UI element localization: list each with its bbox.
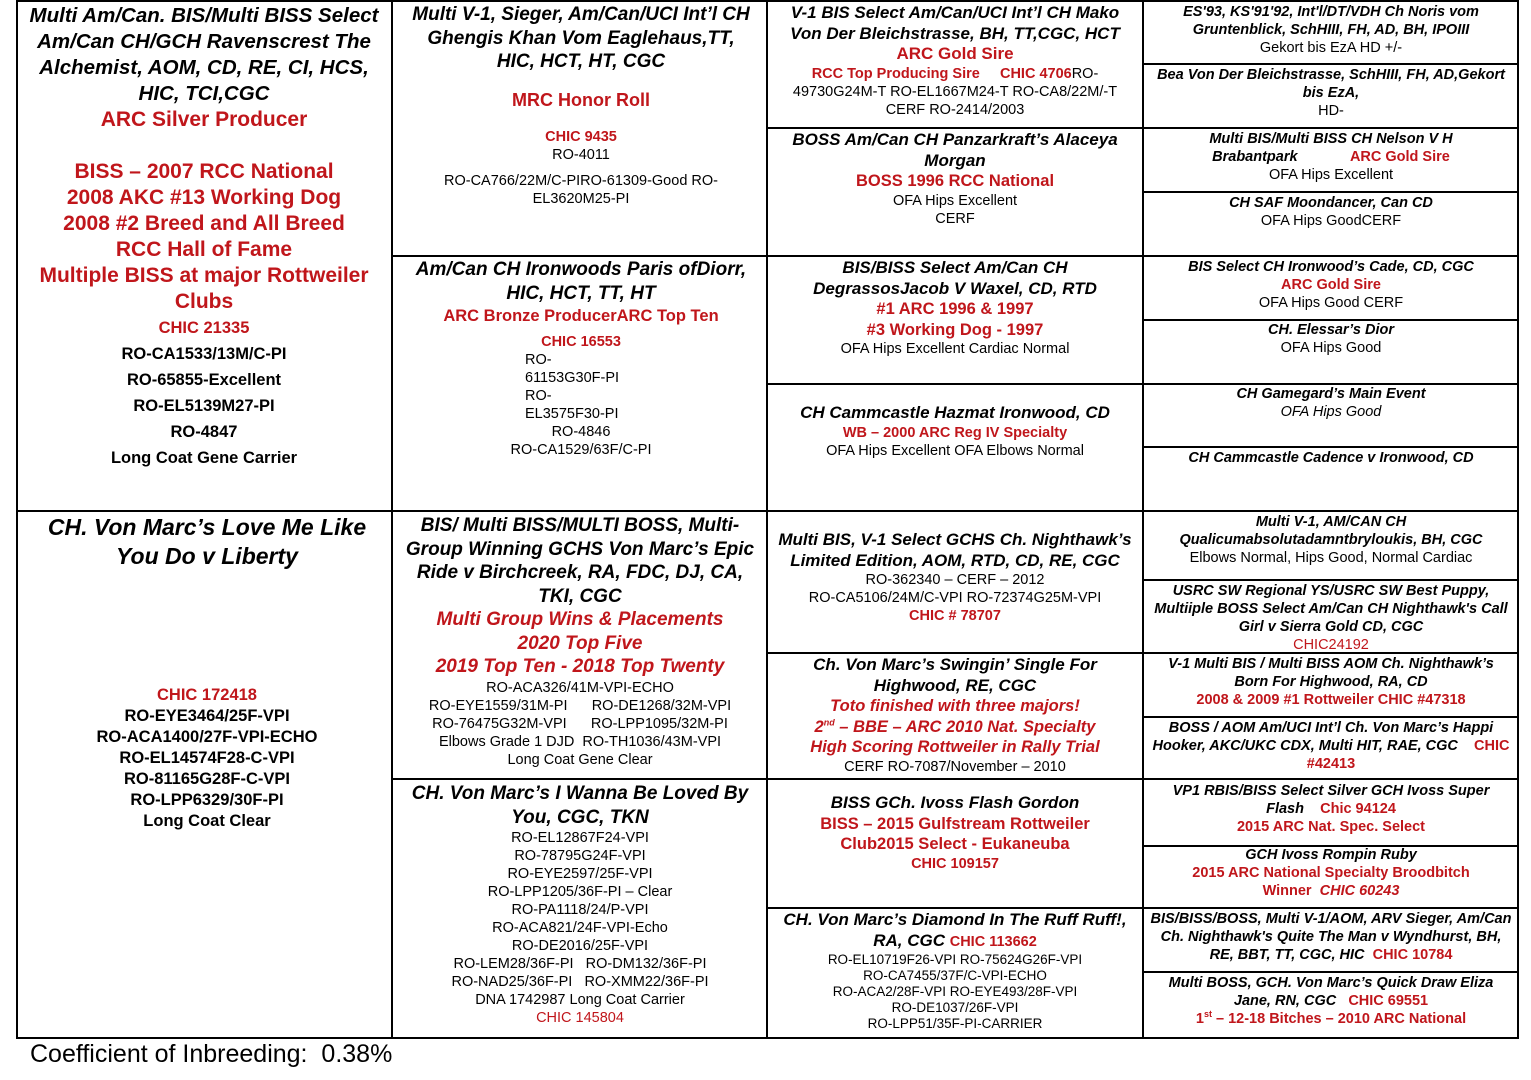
sire-sire-cell xyxy=(412,3,750,253)
dam-sire-health-3b: RO-LPP1095/32M-PI xyxy=(590,715,728,732)
dam-sire-name: BIS/ Multi BISS/MULTI BOSS, Multi-Group Winning GCHS Von Marc’s Epic Ride v Birchcreek, RA, FDC, DJ, CA, TKI, CGC xyxy=(405,515,755,607)
ddd-health-4: RO-DE1037/26F-VPI xyxy=(891,1000,1019,1015)
dam-dam-health-5: RO-PA1118/24/P-VPI xyxy=(511,902,649,918)
ddd-name: CH. Von Marc’s Diamond In The Ruff Ruff!, RA, CGC xyxy=(783,910,1127,950)
ddd-name-row xyxy=(774,910,1136,952)
dds-cell xyxy=(774,793,1136,905)
dam-health-6: Long Coat Clear xyxy=(143,812,271,830)
g4-a-health: Gekort bis EzA HD +/- xyxy=(1259,40,1403,56)
dam-dam-cell xyxy=(398,782,762,1035)
dam-health-2: RO-ACA1400/27F-VPI-ECHO xyxy=(96,728,318,746)
g4-p-chic: CHIC 69551 xyxy=(1348,993,1429,1009)
g4-g-name: CH Gamegard’s Main Event xyxy=(1236,386,1426,402)
dam-sire-health-row-2 xyxy=(398,697,762,715)
ssd-health-1: OFA Hips Excellent xyxy=(892,192,1018,209)
g4-g-cell xyxy=(1150,385,1512,445)
sire-title-hall-of-fame: RCC Hall of Fame xyxy=(115,238,293,261)
dam-sire-health-2a: RO-EYE1559/31M-PI xyxy=(428,697,568,714)
sire-sire-health-2: RO-CA766/22M/C-PIRO-61309-Good RO-EL3620M25-PI xyxy=(444,172,718,207)
dam-dam-health-9b: RO-XMM22/36F-PI xyxy=(584,974,709,990)
dam-sire-health-4b: RO-TH1036/43M-VPI xyxy=(582,733,722,750)
dsd-title-1: Toto finished with three majors! xyxy=(830,697,1080,715)
g4-n-title: 2015 ARC National Specialty Broodbitch Winner xyxy=(1192,865,1470,899)
dam-health-1: RO-EYE3464/25F-VPI xyxy=(124,707,290,725)
g4-m-name: VP1 RBIS/BISS Select Silver GCH Ivoss Super Flash xyxy=(1172,783,1490,817)
sss-cell xyxy=(774,3,1136,125)
dam-sire-cell xyxy=(398,514,762,776)
dam-sire-health-row-4 xyxy=(398,733,762,751)
ddd-cell xyxy=(774,910,1136,1036)
dsd-cell xyxy=(774,655,1136,777)
g4-k-title: 2008 & 2009 #1 Rottweiler CHIC #47318 xyxy=(1196,692,1466,708)
dss-health-1: RO-362340 – CERF – 2012 xyxy=(865,572,1045,588)
g4-p-name: Multi BOSS, GCH. Von Marc’s Quick Draw Eliza Jane, RN, CGC xyxy=(1168,975,1494,1009)
sss-gold-sire: ARC Gold Sire xyxy=(896,44,1014,63)
dam-sire-health-3a: RO-76475G32M-VPI xyxy=(432,715,567,732)
dsd-health-1: CERF RO-7087/November – 2010 xyxy=(844,758,1066,775)
g4-g-health: OFA Hips Good xyxy=(1280,404,1382,420)
g4-a-cell xyxy=(1150,3,1512,61)
dam-dam-health-9a: RO-NAD25/36F-PI xyxy=(451,974,573,990)
g4-n-cell xyxy=(1150,846,1512,906)
g4-h-cell xyxy=(1150,449,1512,507)
inbreeding-label: Coefficient of Inbreeding: xyxy=(30,1040,308,1068)
dam-dam-name: CH. Von Marc’s I Wanna Be Loved By You, CGC, TKN xyxy=(411,783,749,828)
sire-sire-chic: CHIC 9435 xyxy=(545,128,617,145)
g4-c-name: Multi BIS/Multi BISS CH Nelson V H Brabantpark xyxy=(1209,131,1453,165)
dsd-title-2-row xyxy=(774,717,1136,738)
g4-j-cell xyxy=(1150,582,1512,652)
grid-row-line-gen4d xyxy=(1142,446,1519,448)
dam-health-5: RO-LPP6329/30F-PI xyxy=(130,791,284,809)
g4-f-health: OFA Hips Good xyxy=(1280,340,1382,356)
g4-k-cell xyxy=(1150,655,1512,715)
sire-health-1: RO-CA1533/13M/C-PI xyxy=(121,345,287,363)
sss-name: V-1 BIS Select Am/Can/UCI Int’l CH Mako Von Der Bleichstrasse, BH, TT,CGC, HCT xyxy=(790,3,1120,43)
dam-dam-health-2: RO-78795G24F-VPI xyxy=(514,848,646,864)
ddd-health-5: RO-LPP51/35F-PI-CARRIER xyxy=(867,1016,1043,1031)
sire-sire-honor-roll: MRC Honor Roll xyxy=(512,89,650,110)
dam-sire-health-1: RO-ACA326/41M-VPI-ECHO xyxy=(486,679,674,696)
dam-name: CH. Von Marc’s Love Me Like You Do v Liberty xyxy=(47,514,367,569)
g4-o-chic: CHIC 10784 xyxy=(1372,947,1453,963)
g4-p-title-sup: st xyxy=(1203,1009,1212,1020)
g4-p-cell xyxy=(1150,974,1512,1036)
grid-row-line-gen4b xyxy=(1142,191,1519,193)
g4-c-gold-sire: ARC Gold Sire xyxy=(1349,149,1450,165)
sds-health-1: OFA Hips Excellent Cardiac Normal xyxy=(840,341,1070,357)
g4-a-name: ES'93, KS'91'92, Int'l/DT/VDH Ch Noris vom Gruntenblick, SchHIII, FH, AD, BH, IPOIII xyxy=(1183,4,1479,38)
sss-top-producing: RCC Top Producing Sire xyxy=(811,65,980,82)
dds-chic: CHIC 109157 xyxy=(911,855,999,872)
g4-p-title-num: 1 xyxy=(1195,1011,1204,1027)
sire-sire-name: Multi V-1, Sieger, Am/Can/UCI Int’l CH Ghengis Khan Vom Eaglehaus,TT, HIC, HCT, HT, CGC xyxy=(412,4,750,72)
sds-name: BIS/BISS Select Am/Can CH DegrassosJacob V Waxel, CD, RTD xyxy=(813,258,1097,298)
g4-l-name: BOSS / AOM Am/UCI Int’l Ch. Von Marc’s Happi Hooker, AKC/UKC CDX, Multi HIT, RAE, CGC xyxy=(1152,720,1494,754)
dam-dam-health-row-8 xyxy=(398,955,762,973)
dam-sire-title-3: 2019 Top Ten - 2018 Top Twenty xyxy=(435,656,725,677)
g4-e-name: BIS Select CH Ironwood’s Cade, CD, CGC xyxy=(1188,259,1474,275)
grid-row-line-gen2a xyxy=(391,255,1519,257)
g4-e-health: OFA Hips Good CERF xyxy=(1258,295,1404,311)
sire-dam-health-3: RO- xyxy=(525,388,552,404)
ddd-chic: CHIC 113662 xyxy=(949,933,1037,950)
dam-sire-health-2b: RO-DE1268/32M-VPI xyxy=(591,697,732,714)
dam-dam-health-7: RO-DE2016/25F-VPI xyxy=(511,938,649,954)
g4-d-health: OFA Hips GoodCERF xyxy=(1260,213,1402,229)
grid-col-line-3 xyxy=(1142,0,1144,1039)
sdd-health-1: OFA Hips Excellent OFA Elbows Normal xyxy=(826,442,1084,459)
sds-title-1: #1 ARC 1996 & 1997 xyxy=(876,300,1034,318)
sss-row-2 xyxy=(774,65,1136,119)
sds-title-2: #3 Working Dog - 1997 xyxy=(866,320,1044,339)
dam-chic: CHIC 172418 xyxy=(157,686,257,704)
ddd-health-3: RO-ACA2/28F-VPI RO-EYE493/28F-VPI xyxy=(832,984,1078,999)
g4-c-name-row xyxy=(1150,130,1512,166)
g4-d-name: CH SAF Moondancer, Can CD xyxy=(1229,195,1433,211)
g4-h-name: CH Cammcastle Cadence v Ironwood, CD xyxy=(1188,450,1474,466)
g4-n-chic: CHIC 60243 xyxy=(1319,883,1400,899)
sss-name-row xyxy=(774,3,1136,65)
sire-health-4: RO-4847 xyxy=(170,423,238,441)
dss-name: Multi BIS, V-1 Select GCHS Ch. Nighthawk’s Limited Edition, AOM, RTD, CD, RE, CGC xyxy=(778,530,1132,570)
g4-k-name: V-1 Multi BIS / Multi BISS AOM Ch. Nighthawk’s Born For Highwood, RA, CD xyxy=(1168,656,1494,690)
grid-row-line-gen4h xyxy=(1142,971,1519,973)
dam-dam-health-8b: RO-DM132/36F-PI xyxy=(585,956,707,972)
inbreeding-value: 0.38% xyxy=(321,1040,393,1068)
dam-sire-title-2: 2020 Top Five xyxy=(517,632,643,654)
sire-title-multiple-biss: Multiple BISS at major Rottweiler Clubs xyxy=(39,264,369,313)
inbreeding-coefficient xyxy=(30,1040,392,1069)
g4-o-cell xyxy=(1150,910,1512,970)
g4-l-cell xyxy=(1150,719,1512,777)
g4-p-title-row xyxy=(1150,1010,1512,1028)
sire-dam-title: ARC Bronze ProducerARC Top Ten xyxy=(443,307,719,325)
dss-chic: CHIC # 78707 xyxy=(909,608,1001,624)
sire-health-3: RO-EL5139M27-PI xyxy=(133,397,275,415)
grid-col-line-2 xyxy=(766,0,768,1039)
sire-name: Multi Am/Can. BIS/Multi BISS Select Am/Can CH/GCH Ravenscrest The Alchemist, AOM, CD, RE, CI, HCS, HIC, TCI,CGC xyxy=(29,4,379,105)
sire-dam-health-6: RO-CA1529/63F/C-PI xyxy=(510,442,652,458)
dam-dam-chic: CHIC 145804 xyxy=(536,1010,624,1026)
grid-row-line-gen4a xyxy=(1142,63,1519,65)
g4-j-name: USRC SW Regional YS/USRC SW Best Puppy, Multiiple BOSS Select Am/Can CH Nighthawk's Call Girl v Sierra Gold CD, CGC xyxy=(1154,583,1508,635)
sire-dam-name: Am/Can CH Ironwoods Paris ofDiorr, HIC, HCT, TT, HT xyxy=(415,259,747,304)
sire-sire-health-1: RO-4011 xyxy=(552,146,610,163)
dam-sire-health-row-3 xyxy=(398,715,762,733)
dam-dam-health-8a: RO-LEM28/36F-PI xyxy=(453,956,574,972)
sire-dam-cell xyxy=(408,258,754,508)
sire-chic: CHIC 21335 xyxy=(158,319,250,337)
sire-dam-chic: CHIC 16553 xyxy=(541,334,621,350)
ddd-health-2: RO-CA7455/37F/C-VPI-ECHO xyxy=(863,968,1047,983)
dsd-title-3: High Scoring Rottweiler in Rally Trial xyxy=(810,738,1100,756)
dam-health-3: RO-EL14574F28-C-VPI xyxy=(119,749,295,767)
g4-b-health: HD- xyxy=(1318,103,1344,119)
sire-dam-health-2: 61153G30F-PI xyxy=(525,370,620,386)
g4-p-name-row xyxy=(1150,974,1512,1010)
sire-title-silver-producer: ARC Silver Producer xyxy=(100,108,308,131)
dds-name: BISS GCh. Ivoss Flash Gordon xyxy=(830,793,1080,812)
ddd-health-1: RO-EL10719F26-VPI RO-75624G26F-VPI xyxy=(827,952,1083,967)
dam-dam-health-3: RO-EYE2597/25F-VPI xyxy=(507,866,653,882)
sire-title-akc-13: 2008 AKC #13 Working Dog xyxy=(66,186,342,209)
g4-m-cell xyxy=(1150,782,1512,842)
ssd-health-2: CERF xyxy=(935,210,975,227)
dam-cell xyxy=(26,513,388,1035)
dam-health-4: RO-81165G28F-C-VPI xyxy=(124,770,290,788)
g4-m-title: 2015 ARC Nat. Spec. Select xyxy=(1236,819,1426,835)
grid-row-line-gen4e xyxy=(1142,579,1519,581)
g4-m-name-row xyxy=(1150,782,1512,818)
g4-c-cell xyxy=(1150,130,1512,188)
g4-e-cell xyxy=(1150,258,1512,318)
dsd-title-2-sup: nd xyxy=(823,717,835,727)
g4-f-cell xyxy=(1150,321,1512,381)
g4-o-name-row xyxy=(1150,910,1512,964)
g4-n-title-row xyxy=(1150,864,1512,900)
sire-cell xyxy=(28,3,380,508)
sire-dam-health-1: RO- xyxy=(525,352,552,368)
ssd-name: BOSS Am/Can CH Panzarkraft’s Alaceya Morgan xyxy=(792,130,1118,170)
g4-l-name-row xyxy=(1150,719,1512,773)
g4-f-name: CH. Elessar’s Dior xyxy=(1268,322,1394,338)
g4-j-chic: CHIC24192 xyxy=(1293,637,1369,652)
ssd-cell xyxy=(774,130,1136,252)
grid-col-line-1 xyxy=(391,0,393,1039)
sdd-name: CH Cammcastle Hazmat Ironwood, CD xyxy=(800,403,1110,422)
grid-row-line-gen3d xyxy=(766,907,1519,909)
dsd-name: Ch. Von Marc’s Swingin’ Single For Highwood, RE, CGC xyxy=(813,655,1097,695)
dam-sire-health-4a: Elbows Grade 1 DJD xyxy=(438,733,575,750)
sss-health-1: RO-49730G24M-T RO-EL1667M24-T RO-CA8/22M/-T CERF RO-2414/2003 xyxy=(792,65,1118,118)
sire-title-breed-2: 2008 #2 Breed and All Breed xyxy=(63,212,345,235)
ssd-title: BOSS 1996 RCC National xyxy=(855,172,1055,190)
sire-dam-health-5: RO-4846 xyxy=(551,424,611,440)
dam-dam-health-row-9 xyxy=(398,973,762,991)
g4-i-health: Elbows Normal, Hips Good, Normal Cardiac xyxy=(1189,550,1473,566)
sire-health-5: Long Coat Gene Carrier xyxy=(110,449,298,467)
dss-cell xyxy=(774,530,1136,650)
g4-c-health: OFA Hips Excellent xyxy=(1268,167,1394,183)
sire-title-biss-2007: BISS – 2007 RCC National xyxy=(74,160,334,183)
g4-d-cell xyxy=(1150,194,1512,254)
grid-border-left xyxy=(16,0,18,1039)
dam-dam-health-10: DNA 1742987 Long Coat Carrier xyxy=(475,992,685,1008)
g4-e-gold-sire: ARC Gold Sire xyxy=(1281,277,1381,293)
dam-dam-health-6: RO-ACA821/24F-VPI-Echo xyxy=(492,920,668,936)
sdd-cell xyxy=(774,403,1136,507)
dam-dam-health-4: RO-LPP1205/36F-PI – Clear xyxy=(487,884,673,900)
dam-dam-health-1: RO-EL12867F24-VPI xyxy=(511,830,649,846)
grid-row-line-gen2b xyxy=(391,778,1519,780)
dam-sire-health-5: Long Coat Gene Clear xyxy=(507,751,653,768)
sdd-title: WB – 2000 ARC Reg IV Specialty xyxy=(842,424,1068,441)
sire-health-2: RO-65855-Excellent xyxy=(126,371,282,389)
dsd-title-2-text: – BBE – ARC 2010 Nat. Specialty xyxy=(834,717,1096,736)
g4-n-name: GCH Ivoss Rompin Ruby xyxy=(1245,847,1417,863)
dss-health-2: RO-CA5106/24M/C-VPI RO-72374G25M-VPI xyxy=(808,590,1102,606)
g4-p-title-text: – 12-18 Bitches – 2010 ARC National xyxy=(1211,1011,1467,1027)
g4-b-name: Bea Von Der Bleichstrasse, SchHIII, FH, AD,Gekort bis EzA, xyxy=(1157,67,1505,101)
g4-m-chic: Chic 94124 xyxy=(1320,801,1396,817)
grid-row-line-gen4f xyxy=(1142,716,1519,718)
sss-chic: CHIC 4706 xyxy=(999,65,1072,82)
sire-dam-health-4: EL3575F30-PI xyxy=(525,406,619,422)
g4-l-chic: CHIC #42413 xyxy=(1306,738,1510,772)
g4-i-name: Multi V-1, AM/CAN CH Qualicumabsolutadamntbryloukis, BH, CGC xyxy=(1179,514,1483,548)
dsd-title-2-num: 2 xyxy=(814,717,824,736)
sds-cell xyxy=(774,258,1136,381)
dds-title: BISS – 2015 Gulfstream Rottweiler Club2015 Select - Eukaneuba xyxy=(820,814,1090,853)
grid-row-line-gen1 xyxy=(16,510,1519,512)
grid-border-right xyxy=(1517,0,1519,1039)
g4-i-cell xyxy=(1150,513,1512,577)
g4-o-name: BIS/BISS/BOSS, Multi V-1/AOM, ARV Sieger, Am/Can Ch. Nighthawk's Quite The Man v Wyndhurst, BH, RE, BBT, TT, CGC, HIC xyxy=(1150,911,1512,963)
dam-sire-title-1: Multi Group Wins & Placements xyxy=(436,609,724,630)
grid-row-line-gen3c xyxy=(766,652,1519,654)
